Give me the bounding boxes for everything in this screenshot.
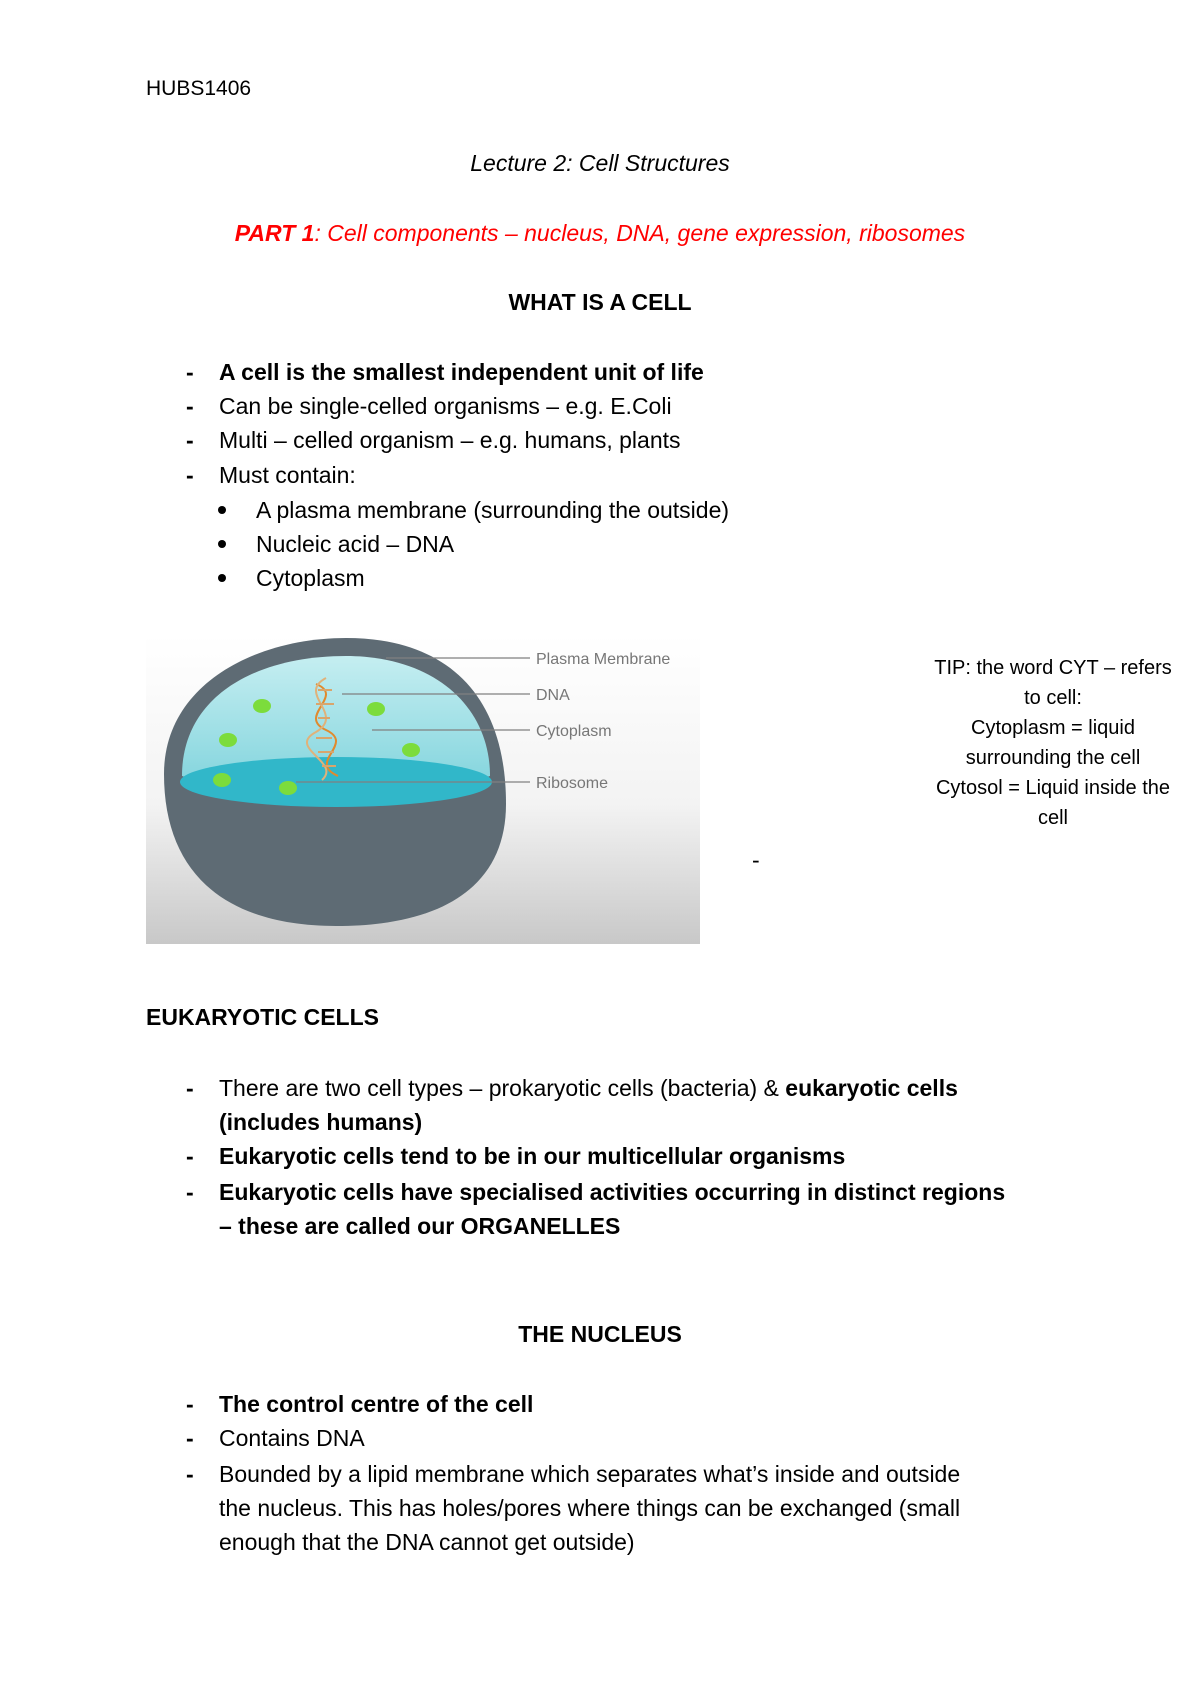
tip-line: to cell: <box>1024 687 1082 709</box>
dash-marker: - <box>186 1391 194 1417</box>
cell-diagram <box>146 634 700 944</box>
list-item: Bounded by a lipid membrane which separates what’s inside and outside <box>219 1461 961 1487</box>
bullet-dot <box>218 540 226 548</box>
dash-marker: - <box>186 462 194 488</box>
dash-marker: - <box>186 359 194 385</box>
label-dna: DNA <box>536 687 570 704</box>
sub-list-item: A plasma membrane (surrounding the outside) <box>256 497 730 523</box>
part-separator: : <box>314 220 328 246</box>
list-item-continuation: the nucleus. This has holes/pores where things can be exchanged (small <box>219 1495 961 1521</box>
bullet-dot <box>218 506 226 514</box>
sub-list-item: Nucleic acid – DNA <box>256 531 455 557</box>
ribosome-dot <box>279 781 297 795</box>
ribosome-dot <box>402 743 420 757</box>
list-item: Can be single-celled organisms – e.g. E.Coli <box>219 393 672 419</box>
ribosome-dot <box>253 699 271 713</box>
stray-dash: - <box>752 847 760 873</box>
list-item: Eukaryotic cells tend to be in our multicellular organisms <box>219 1143 846 1169</box>
list-item-text: There are two cell types – prokaryotic cells (bacteria) & <box>219 1075 786 1101</box>
tip-line: Cytosol = Liquid inside the <box>935 777 1171 799</box>
label-cytoplasm: Cytoplasm <box>536 723 612 740</box>
tip-box <box>918 653 1188 833</box>
tip-line: surrounding the cell <box>965 747 1141 769</box>
list-item-continuation: – these are called our ORGANELLES <box>219 1213 621 1239</box>
list-item-continuation: enough that the DNA cannot get outside) <box>219 1529 635 1555</box>
part-label: PART 1 <box>234 220 315 246</box>
part-heading <box>0 217 1200 250</box>
lecture-title: Lecture 2: Cell Structures <box>470 150 730 176</box>
dash-marker: - <box>186 393 194 419</box>
heading-what-is-a-cell: WHAT IS A CELL <box>508 289 692 315</box>
dash-marker: - <box>186 1425 194 1451</box>
tip-line: cell <box>1037 807 1068 829</box>
course-code: HUBS1406 <box>146 77 252 100</box>
dash-marker: - <box>186 1179 194 1205</box>
list-item: Eukaryotic cells have specialised activities occurring in distinct regions <box>219 1179 1006 1205</box>
dash-marker: - <box>186 1461 194 1487</box>
heading-the-nucleus: THE NUCLEUS <box>518 1321 682 1347</box>
label-ribosome: Ribosome <box>536 775 609 792</box>
sub-list-item: Cytoplasm <box>256 565 365 591</box>
list-item-continuation: (includes humans) <box>219 1109 423 1135</box>
heading-eukaryotic-cells: EUKARYOTIC CELLS <box>146 1004 379 1030</box>
tip-line: Cytoplasm = liquid <box>971 717 1135 739</box>
tip-line: TIP: the word CYT – refers <box>934 657 1172 679</box>
list-item: Must contain: <box>219 462 356 488</box>
list-item: A cell is the smallest independent unit of life <box>219 359 704 385</box>
bullet-dot <box>218 574 226 582</box>
list-item <box>219 1072 958 1105</box>
list-item: The control centre of the cell <box>219 1391 534 1417</box>
list-item: Multi – celled organism – e.g. humans, plants <box>219 427 681 453</box>
dash-marker: - <box>186 427 194 453</box>
ribosome-dot <box>367 702 385 716</box>
ribosome-dot <box>213 773 231 787</box>
list-item-emphasis: eukaryotic cells <box>785 1075 958 1101</box>
dash-marker: - <box>186 1143 194 1169</box>
dash-marker: - <box>186 1075 194 1101</box>
part-text: Cell components – nucleus, DNA, gene expression, ribosomes <box>327 220 966 246</box>
list-item: Contains DNA <box>219 1425 365 1451</box>
ribosome-dot <box>219 733 237 747</box>
cell-diagram-svg <box>146 634 700 944</box>
label-plasma-membrane: Plasma Membrane <box>536 651 671 668</box>
